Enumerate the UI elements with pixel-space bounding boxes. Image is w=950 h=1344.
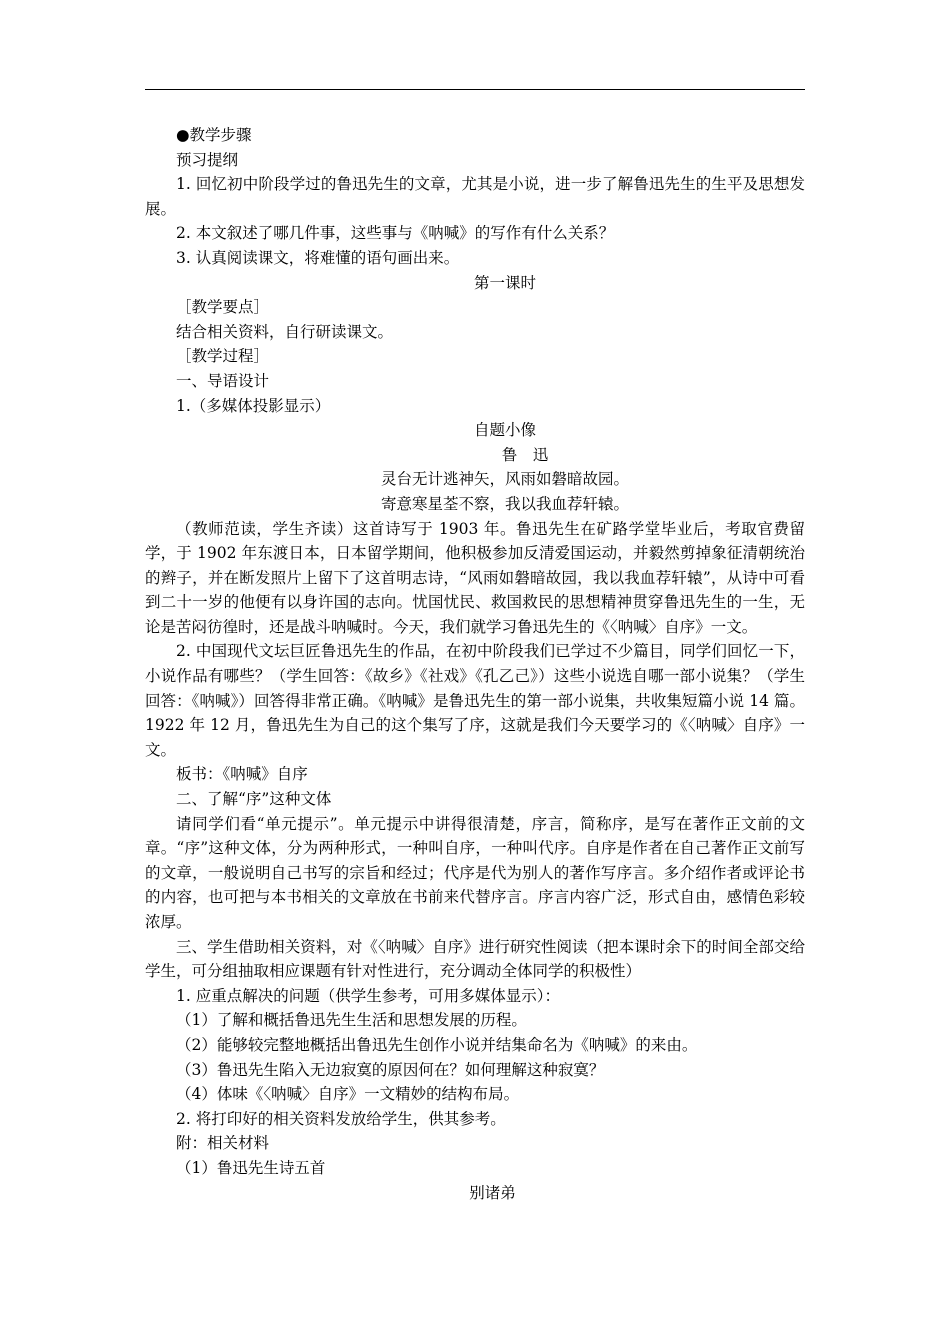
- question-item: （2）能够较完整地概括出鲁迅先生创作小说并结集命名为《呐喊》的来由。: [176, 1035, 698, 1054]
- label: ［教学过程］: [176, 347, 270, 366]
- outline-item: 3. 认真阅读课文，将难懂的语句画出来。: [176, 248, 460, 267]
- poem-title: 自题小像: [473, 421, 536, 440]
- list-item: 1.（多媒体投影显示）: [176, 396, 331, 415]
- paragraph: 请同学们看“单元提示”。单元提示中讲得很清楚，序言，简称序，是写在著作正文前的文章。“序”这种文体，分为两种形式，一种叫自序，一种叫代序。自序是作者在自己著作正文前写的文章，一般说明自己书写的宗旨和经过；代序是代为别人的著作写序言。多介绍作者或评论书的内容，也可把与本书相关的文章放在书前来代替序言。序言内容广泛，形式自由，感情色彩较浓厚。: [145, 814, 805, 931]
- section-heading: 二、了解“序”这种文体: [176, 790, 332, 809]
- appendix-label: 附：相关材料: [176, 1134, 270, 1153]
- paragraph: 三、学生借助相关资料，对《〈呐喊〉自序》进行研究性阅读（把本课时余下的时间全部交给学生，可分组抽取相应课题有针对性进行，充分调动全体同学的积极性）: [145, 937, 805, 981]
- label: ［教学要点］: [176, 298, 270, 317]
- paragraph: 结合相关资料，自行研读课文。: [176, 322, 394, 341]
- subheading: 预习提纲: [176, 150, 239, 169]
- outline-item: 1. 回忆初中阶段学过的鲁迅先生的文章，尤其是小说，进一步了解鲁迅先生的生平及思想发展。: [145, 175, 805, 218]
- poem-author: 鲁 迅: [501, 445, 549, 464]
- poem-line: 灵台无计逃神矢，风雨如磐暗故园。: [380, 470, 629, 489]
- document-body: [145, 123, 805, 1205]
- appendix-item: （1）鲁迅先生诗五首: [176, 1158, 326, 1177]
- outline-item: 2. 本文叙述了哪几件事，这些事与《呐喊》的写作有什么关系？: [176, 224, 615, 243]
- list-item: 2. 将打印好的相关资料发放给学生，供其参考。: [176, 1109, 506, 1128]
- paragraph: （教师范读，学生齐读）这首诗写于 1903 年。鲁迅先生在矿路学堂毕业后，考取官费留学，于 1902 年东渡日本，日本留学期间，他积极参加反清爱国运动，并毅然剪掉象征清朝统治的辫子，并在断发照片上留下了这首明志诗，“风雨如磐暗故园，我以我血荐轩辕”，从诗中可看到二十一岁的他便有以身许国的志向。忧国忧民、救国救民的思想精神贯穿鲁迅先生的一生，无论是苦闷彷徨时，还是战斗呐喊时。今天，我们就学习鲁迅先生的《〈呐喊〉自序》一文。: [145, 519, 805, 636]
- board-note: 板书：《呐喊》自序: [176, 765, 308, 784]
- poem-line: 寄意寒星荃不察，我以我血荐轩辕。: [380, 494, 629, 513]
- question-item: （1）了解和概括鲁迅先生生活和思想发展的历程。: [176, 1011, 527, 1030]
- paragraph: 2. 中国现代文坛巨匠鲁迅先生的作品，在初中阶段我们已学过不少篇目，同学们回忆一下，小说作品有哪些？（学生回答：《故乡》《社戏》《孔乙己》）这些小说选自哪一部小说集？（学生回答：《呐喊》）回答得非常正确。《呐喊》是鲁迅先生的第一部小说集，共收集短篇小说 14 篇。1922 年 12 月，鲁迅先生为自己的这个集写了序，这就是我们今天要学习的《〈呐喊〉自序》一文。: [145, 642, 805, 759]
- lesson-heading: 第一课时: [473, 273, 536, 292]
- section-heading: ●教学步骤: [176, 126, 252, 144]
- question-item: （3）鲁迅先生陷入无边寂寞的原因何在？如何理解这种寂寞？: [176, 1060, 605, 1079]
- poem-title: 别诸弟: [469, 1183, 516, 1202]
- section-heading: 一、导语设计: [176, 371, 270, 390]
- question-item: （4）体味《〈呐喊〉自序》一文精妙的结构布局。: [176, 1085, 520, 1104]
- header-rule: [145, 89, 805, 90]
- list-item: 1. 应重点解决的问题（供学生参考，可用多媒体显示）：: [176, 986, 560, 1005]
